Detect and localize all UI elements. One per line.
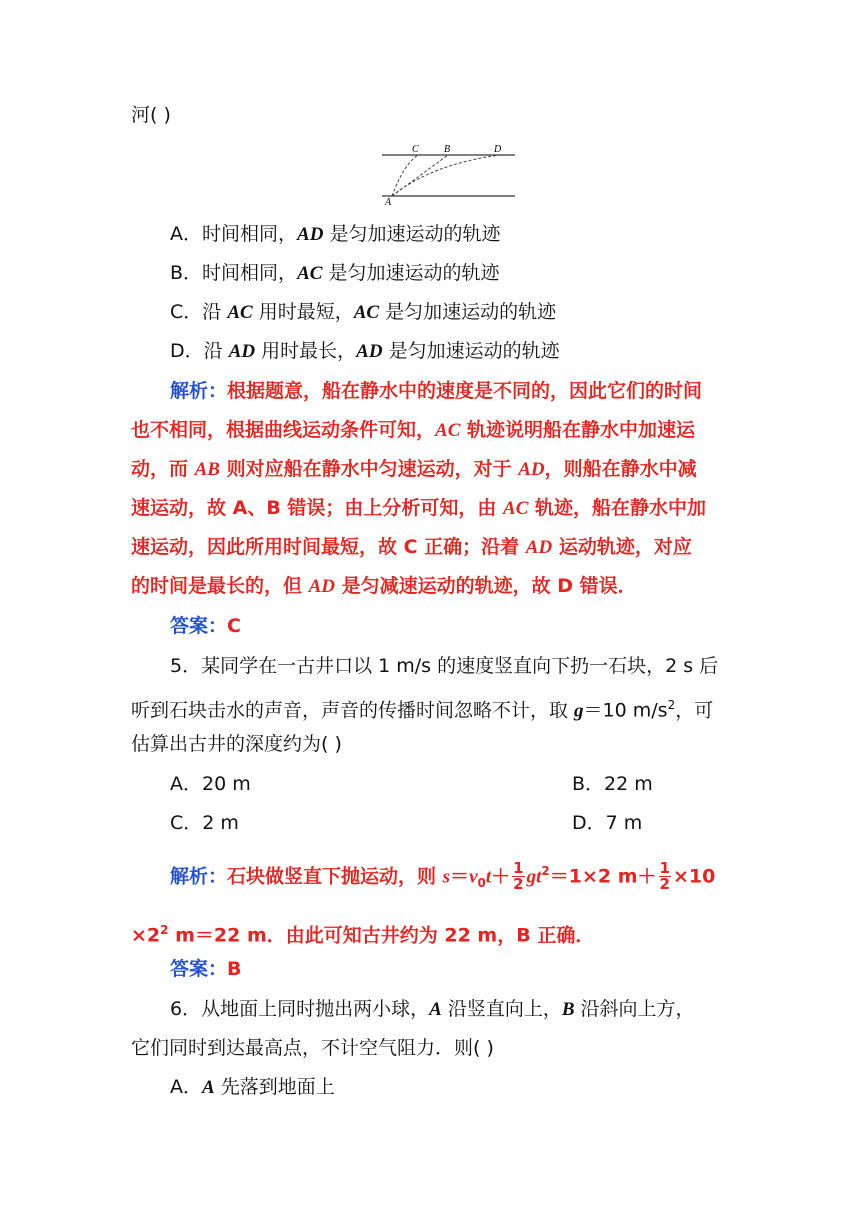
q4-option-b: B．时间相同，AC 是匀加速运动的轨迹 <box>170 262 500 284</box>
fraction-half: $\frac{1}{2}$ <box>513 859 524 894</box>
question-4-tail: 河( ) <box>131 104 171 126</box>
q4-answer: 答案：C <box>170 615 241 637</box>
q5-stem-line-1: 5．某同学在一古井口以 1 m/s 的速度竖直向下扔一石块，2 s 后 <box>170 655 719 677</box>
q5-stem-line-2: 听到石块击水的声音，声音的传播时间忽略不计，取 g＝10 $m/s^2$，可 <box>131 698 714 722</box>
q4-option-d: D．沿 AD 用时最长，AD 是匀加速运动的轨迹 <box>170 340 560 362</box>
q5-analysis-line-2: $\times 2^2$ m＝22 m．由此可知古井约为 22 m，B 正确． <box>131 923 595 947</box>
q4-analysis-line-2: 也不相同，根据曲线运动条件可知，AC 轨迹说明船在静水中加速运 <box>131 419 695 441</box>
q5-option-d: D．7 m <box>572 812 643 834</box>
q5-options-row-1 <box>170 772 780 796</box>
q5-analysis-line-1: 解析：石块做竖直下抛运动，则 $s=v_0t+$ $\frac{1}{2}$ $gt^2=1\times 2$ m＋ $\frac{1}{2}$ ×10 <box>170 859 716 894</box>
q4-analysis-line-1: 解析：根据题意，船在静水中的速度是不同的，因此它们的时间 <box>170 380 703 402</box>
q4-option-c: C．沿 AC 用时最短，AC 是匀加速运动的轨迹 <box>170 301 557 323</box>
label-b: B <box>444 144 451 155</box>
river-trajectory-diagram <box>382 142 518 206</box>
q4-analysis-line-5: 速运动，因此所用时间最短，故 C 正确；沿着 AD 运动轨迹，对应 <box>131 536 692 558</box>
q4-option-a: A．时间相同，AD 是匀加速运动的轨迹 <box>170 223 501 245</box>
q5-stem-line-3: 估算出古井的深度约为( ) <box>131 733 342 755</box>
q6-stem-line-1: 6．从地面上同时抛出两小球，A 沿竖直向上，B 沿斜向上方， <box>170 998 695 1020</box>
q5-option-a: A．20 m <box>170 773 251 795</box>
label-d: D <box>494 144 502 155</box>
q4-analysis-line-6: 的时间是最长的，但 AD 是匀减速运动的轨迹，故 D 错误． <box>131 575 637 597</box>
trajectory-ad <box>392 155 500 196</box>
analysis-label: 解析： <box>170 380 228 402</box>
q6-stem-line-2: 它们同时到达最高点，不计空气阻力．则( ) <box>131 1037 494 1059</box>
q5-option-b: B．22 m <box>572 773 653 795</box>
q6-option-a: A．A 先落到地面上 <box>170 1076 335 1098</box>
q5-answer: 答案：B <box>170 958 242 980</box>
label-c: C <box>412 144 419 155</box>
q4-analysis-line-3: 动，而 AB 则对应船在静水中匀速运动，对于 AD，则船在静水中减 <box>131 458 697 480</box>
trajectory-ac <box>392 155 418 196</box>
q5-options-row-2 <box>170 811 780 835</box>
fraction-half-2: $\frac{1}{2}$ <box>659 859 670 894</box>
q4-analysis-line-4: 速运动，故 A、B 错误；由上分析可知，由 AC 轨迹，船在静水中加 <box>131 497 707 519</box>
q5-option-c: C．2 m <box>170 812 239 834</box>
label-a: A <box>385 197 392 206</box>
